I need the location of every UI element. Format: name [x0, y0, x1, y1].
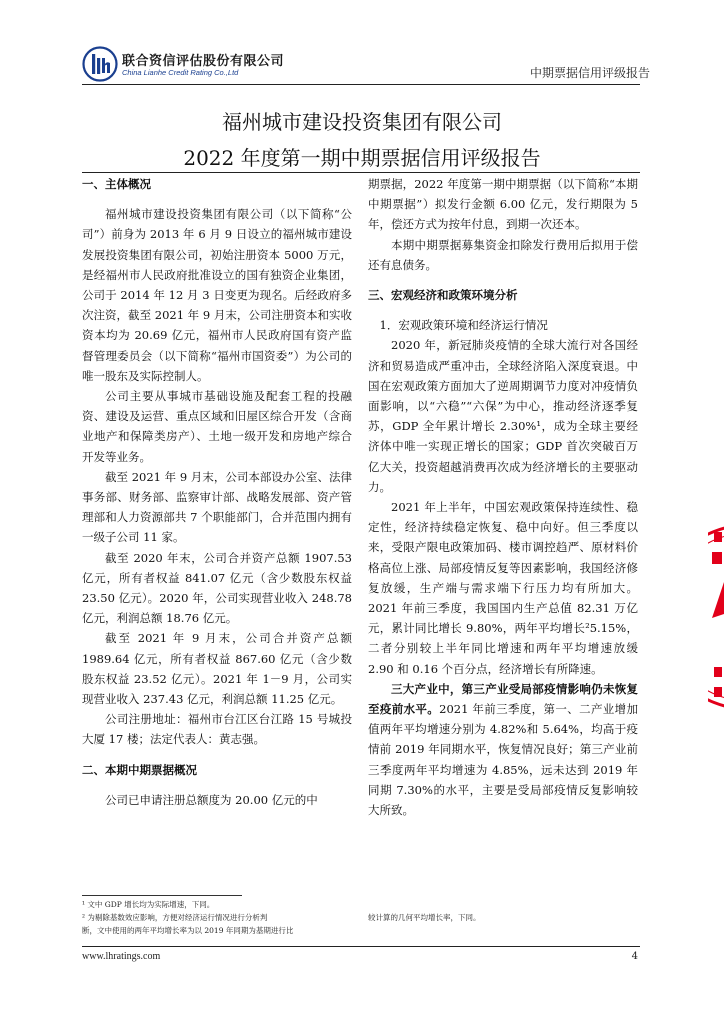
paragraph	[368, 679, 638, 820]
report-title: 2022 年度第一期中期票据信用评级报告	[183, 146, 541, 170]
footnote-divider	[82, 895, 242, 896]
paragraph: 截至 2020 年末，公司合并资产总额 1907.53 亿元，所有者权益 841.07 亿元（含少数股东权益 23.50 亿元）。2020 年，公司实现营业收入 248.78 亿元，利润总额 18.76 亿元。	[82, 550, 352, 626]
section-heading: 一、主体概况	[82, 177, 151, 191]
left-column	[82, 174, 352, 810]
bold-lead: 三大产业中，第三产业受局部疫情影响仍未恢复至疫前水平。	[368, 681, 638, 717]
paragraph: 2020 年，新冠肺炎疫情的全球大流行对各国经济和贸易造成严重冲击，全球经济陷入深度衰退。中国在宏观政策方面加大了逆周期调节力度对冲疫情负面影响，以“六稳”“六保”为中心，推动经济逐季复苏，GDP 全年累计增长 2.30%¹，成为全球主要经济体中唯一实现正增长的国家；GDP 首次突破百万亿大关，投资超越消费再次成为经济增长的主要驱动力。	[368, 338, 638, 494]
right-column	[368, 174, 638, 820]
footnote-1: ¹ 文中 GDP 增长均为实际增速，下同。	[82, 900, 215, 909]
title-divider	[82, 172, 640, 173]
footnote-2: ² 为剔除基数效应影响，方便对经济运行情况进行分析判	[82, 913, 268, 922]
footnote-2-end: 较计算的几何平均增长率，下同。	[368, 913, 481, 922]
company-name-cn: 联合资信评估股份有限公司	[122, 54, 285, 69]
paragraph: 公司注册地址：福州市台江区台江路 15 号城投大厦 17 楼；法定代表人：黄志强。	[82, 712, 352, 747]
paragraph: 福州城市建设投资集团有限公司（以下简称“公司”）前身为 2013 年 6 月 9 日设立的福州城市建设发展投资集团有限公司，初始注册资本 5000 万元，是经福州市人民政府批准设立的国有独资企业集团，公司于 2014 年 12 月 3 日变更为现名。后经政府多次注资，截至 2021 年 9 月末，公司注册资本和实收资本均为 20.69 亿元，福州市人民政府国有资产监督管理委员会（以下简称“福州市国资委”）为公司的唯一股东及实际控制人。	[82, 207, 352, 383]
paragraph: 截至 2021 年 9 月末，公司合并资产总额 1989.64 亿元，所有者权益 867.60 亿元（含少数股东权益 23.52 亿元）。2021 年 1－9 月，公司实现营业收入 237.43 亿元，利润总额 11.25 亿元。	[82, 631, 352, 707]
report-type: 中期票据信用评级报告	[529, 66, 650, 80]
paragraph: 公司已申请注册总额度为 20.00 亿元的中	[105, 792, 318, 807]
red-seal-stamp	[708, 512, 724, 722]
report-title-company: 福州城市建设投资集团有限公司	[222, 110, 502, 134]
paragraph: 本期中期票据募集资金扣除发行费用后拟用于偿还有息债务。	[368, 237, 638, 272]
paragraph: 期票据，2022 年度第一期中期票据（以下简称“本期中期票据”）拟发行金额 6.00 亿元，发行期限为 5 年，偿还方式为按年付息，到期一次还本。	[368, 177, 638, 232]
page-number: 4	[631, 951, 638, 962]
company-name-en: China Lianhe Credit Rating Co.,Ltd	[122, 68, 239, 77]
section-heading: 三、宏观经济和政策环境分析	[368, 288, 518, 303]
page-header	[82, 46, 650, 86]
paragraph: 2021 年上半年，中国宏观政策保持连续性、稳定性，经济持续稳定恢复、稳中向好。但三季度以来，受限产限电政策加码、楼市调控趋严、原材料价格高位上涨、局部疫情反复等因素影响，我国经济修复放缓，生产端与需求端下行压力均有所加大。2021 年前三季度，我国国内生产总值 82.31 万亿元，累计同比增长 9.80%，两年平均增长²5.15%，二者分别较上半年同比增速和两年平均增速放缓 2.90 和 0.16 个百分点，经济增长有所降速。	[368, 500, 638, 676]
subsection-heading: 1．宏观政策环境和经济运行情况	[379, 318, 548, 333]
footer-url[interactable]: www.lhratings.com	[82, 951, 161, 962]
footnote-2-cont: 断，文中使用的两年平均增长率为以 2019 年同期为基期进行比	[82, 926, 294, 935]
paragraph-rest: 2021 年前三季度，第一、二产业增加值两年平均增速分别为 4.82%和 5.64%，均高于疫情前 2019 年同期水平，恢复情况良好；第三产业前三季度两年平均增速为 4.85%，远未达到 2019 年同期 7.30%的水平，主要是受局部疫情反复影响较大所致。	[368, 702, 639, 818]
header-divider	[82, 84, 640, 85]
footnotes	[82, 898, 352, 937]
lianhe-logo-icon	[82, 46, 118, 82]
footer-divider	[82, 946, 640, 947]
paragraph: 公司主要从事城市基础设施及配套工程的投融资、建设及运营、重点区域和旧屋区综合开发（含商业地产和保障类房产）、土地一级开发和房地产综合开发等业务。	[82, 389, 352, 464]
paragraph: 截至 2021 年 9 月末，公司本部设办公室、法律事务部、财务部、监察审计部、战略发展部、资产管理部和人力资源部共 7 个职能部门，合并范围内拥有一级子公司 11 家。	[82, 469, 352, 545]
section-heading: 二、本期中期票据概况	[82, 762, 197, 777]
